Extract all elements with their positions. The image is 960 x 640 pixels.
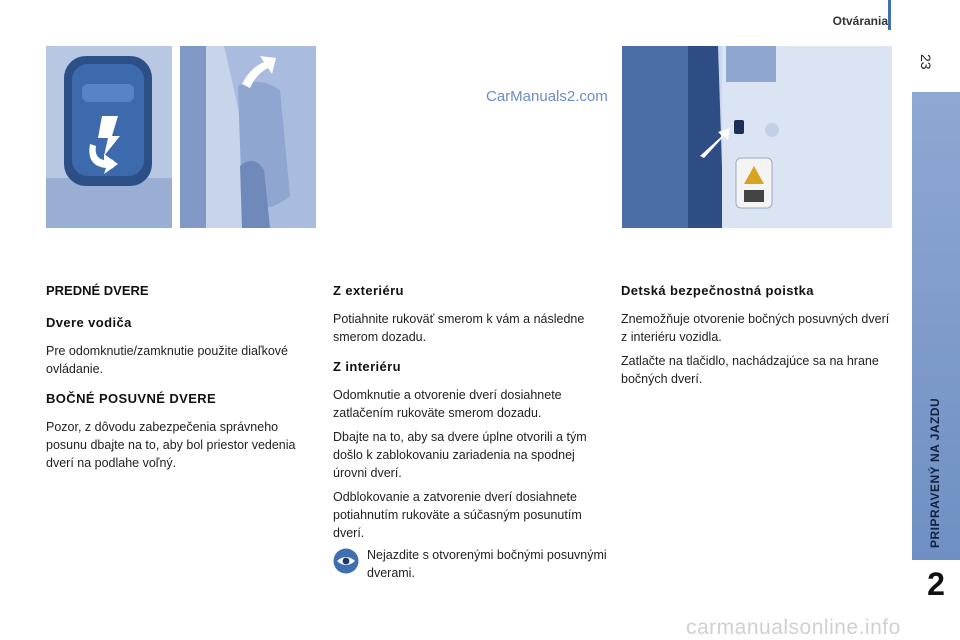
sliding-doors-text: Pozor, z dôvodu zabezpečenia správneho posunu dbajte na to, aby bol priestor vedenia dverí na podlahe voľný. <box>46 420 296 470</box>
page-number: 23 <box>918 54 934 70</box>
interior-heading: Z interiéru <box>333 359 401 374</box>
child-lock-text-2: Zatlačte na tlačidlo, nachádzajúce sa na hrane bočných dverí. <box>621 354 879 386</box>
column-opening <box>333 282 609 582</box>
interior-text-3: Odblokovanie a zatvorenie dverí dosiahnete potiahnutím rukoväte a súčasným posunutím dverí. <box>333 490 582 540</box>
exterior-heading: Z exteriéru <box>333 283 404 298</box>
driver-door-text: Pre odomknutie/zamknutie použite diaľkové ovládanie. <box>46 344 288 376</box>
child-lock-photo <box>622 46 892 228</box>
sliding-doors-heading: BOČNÉ POSUVNÉ DVERE <box>46 391 217 406</box>
child-lock-text-1: Znemožňuje otvorenie bočných posuvných dverí z interiéru vozidla. <box>621 312 890 344</box>
door-side-photo <box>180 46 316 228</box>
warning-note <box>333 546 609 582</box>
interior-text-1: Odomknutie a otvorenie dverí dosiahnete zatlačením rukoväte smerom dozadu. <box>333 388 562 420</box>
eye-icon <box>333 548 359 574</box>
footer-watermark: carmanualsonline.info <box>686 616 901 639</box>
chapter-label: PRIPRAVENÝ NA JAZDU <box>928 397 942 548</box>
watermark: CarManuals2.com <box>486 88 608 105</box>
exterior-text: Potiahnite rukoväť smerom k vám a následne smerom dozadu. <box>333 312 585 344</box>
front-doors-title: PREDNÉ DVERE <box>46 283 149 298</box>
exterior-handle-photo <box>46 46 172 228</box>
column-child-lock <box>621 282 891 394</box>
header-title: Otvárania <box>832 14 888 28</box>
column-front-doors <box>46 282 316 478</box>
header-rule <box>888 0 891 30</box>
warning-text: Nejazdite s otvorenými bočnými posuvnými dverami. <box>367 548 607 580</box>
chapter-number: 2 <box>927 566 945 602</box>
interior-text-2: Dbajte na to, aby sa dvere úplne otvorili a tým došlo k zablokovaniu zariadenia na spodnej úrovni dverí. <box>333 430 587 480</box>
child-lock-heading: Detská bezpečnostná poistka <box>621 283 814 298</box>
driver-door-heading: Dvere vodiča <box>46 315 132 330</box>
